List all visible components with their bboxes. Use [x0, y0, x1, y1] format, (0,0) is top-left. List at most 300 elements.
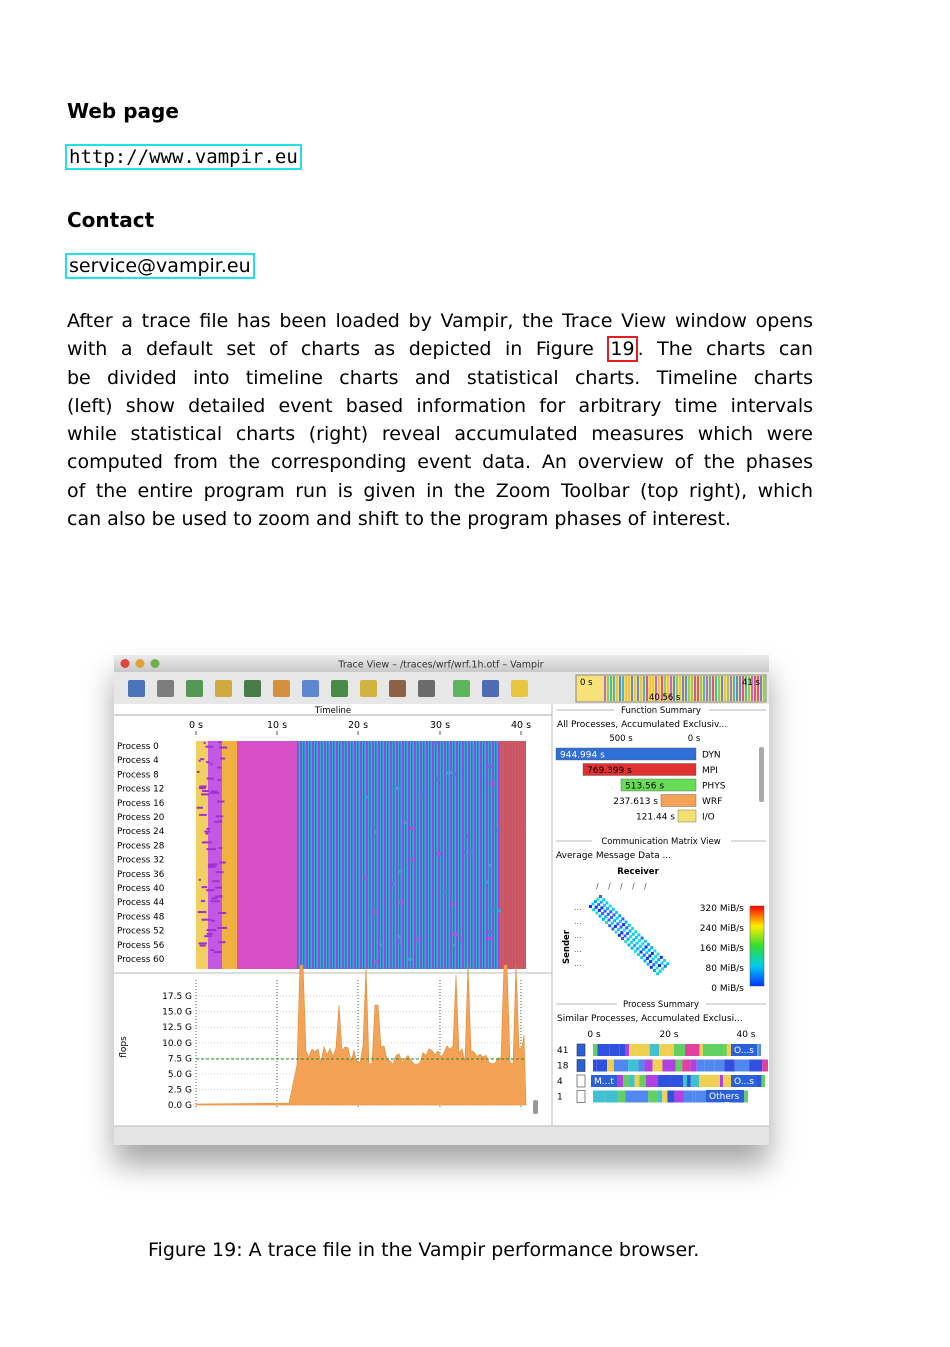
timeline-event — [215, 871, 223, 873]
zoom-stripe — [640, 676, 642, 701]
process-summary-subtitle: Similar Processes, Accumulated Exclusi... — [557, 1014, 743, 1024]
matrix-cell — [634, 930, 637, 933]
ps-label: Others — [709, 1092, 740, 1102]
legend-label: 240 MiB/s — [699, 924, 744, 934]
ps-segment — [650, 1044, 660, 1056]
timeline-event — [404, 821, 408, 824]
ps-segment — [703, 1044, 712, 1056]
function-bar — [678, 810, 696, 822]
timeline-event — [496, 828, 501, 831]
timeline-event — [197, 807, 203, 809]
timeline-phase — [297, 741, 526, 969]
ps-segment — [639, 1075, 646, 1087]
ps-segment — [676, 1060, 683, 1072]
toolbar-icon — [360, 680, 377, 697]
timeline-event — [443, 890, 446, 893]
function-bar-label: DYN — [702, 750, 721, 761]
timeline-event — [202, 790, 209, 792]
ps-tick-label: 0 s — [587, 1030, 601, 1040]
ps-segment — [593, 1060, 596, 1072]
matrix-cell — [615, 911, 618, 914]
timeline-event — [460, 937, 462, 940]
zoom-stripe — [736, 676, 738, 701]
ps-count: 18 — [557, 1061, 569, 1072]
timeline-event — [204, 831, 210, 833]
timeline-event — [217, 801, 224, 803]
ps-segment — [709, 1075, 720, 1087]
legend-label: 160 MiB/s — [699, 944, 744, 954]
fs-scrollbar[interactable] — [759, 747, 764, 802]
timeline-event — [219, 820, 222, 822]
ps-segment — [674, 1044, 685, 1056]
timeline-event — [399, 901, 405, 904]
ps-segment — [671, 1075, 683, 1087]
ps-segment — [699, 1044, 702, 1056]
process-label: Process 8 — [117, 770, 159, 781]
ps-segment — [658, 1091, 662, 1103]
timeline-event — [202, 841, 212, 843]
timeline-tick-label: 30 s — [429, 720, 451, 731]
status-bar — [114, 1126, 769, 1145]
timeline-event — [211, 898, 217, 900]
ps-segment — [749, 1060, 762, 1072]
zoom-stripe — [718, 676, 720, 701]
toolbar-icon — [511, 680, 528, 697]
zoom-stripe — [619, 676, 621, 701]
ps-segment — [658, 1075, 671, 1087]
email-link[interactable]: service@vampir.eu — [65, 253, 255, 279]
ps-segment — [667, 1091, 674, 1103]
timeline-event — [199, 787, 206, 789]
process-label: Process 52 — [117, 926, 165, 937]
matrix-cell — [644, 940, 647, 943]
timeline-tick-label: 40 s — [510, 720, 532, 731]
ps-segment — [691, 1075, 700, 1087]
timeline-event — [210, 763, 212, 765]
paragraph-line: while statistical charts (right) reveal accumulated measures which were — [67, 423, 813, 446]
matrix-cell — [666, 962, 669, 965]
zoom-stripe — [616, 676, 618, 701]
legend-label: 80 MiB/s — [705, 964, 744, 974]
timeline-event — [206, 833, 208, 835]
ps-segment — [735, 1060, 749, 1072]
timeline-phase — [196, 741, 208, 969]
sender-label: Sender — [562, 930, 572, 964]
ps-segment — [648, 1091, 658, 1103]
counter-tick-label: 17.5 G — [162, 992, 192, 1002]
timeline-event — [392, 883, 395, 886]
timeline-event — [375, 830, 378, 833]
zoom-stripe — [706, 676, 708, 701]
timeline-event — [206, 889, 214, 891]
zoom-stripe — [694, 676, 696, 701]
process-label: Process 44 — [117, 898, 165, 909]
paragraph-line: can also be used to zoom and shift to the program phases of interest. — [67, 508, 731, 531]
timeline-event — [198, 911, 207, 913]
close-window-button[interactable] — [121, 659, 130, 668]
timeline-event — [215, 887, 222, 889]
ps-segment — [597, 1044, 609, 1056]
process-label: Process 12 — [117, 784, 165, 795]
ps-mini-bar — [577, 1060, 585, 1072]
timeline-event — [212, 880, 220, 882]
timeline-event — [365, 796, 367, 799]
zoom-stripe — [637, 676, 639, 701]
ps-segment — [629, 1044, 636, 1056]
zoom-stripe — [721, 676, 723, 701]
ps-segment — [644, 1060, 652, 1072]
function-bar — [661, 795, 696, 807]
zoom-stripe — [685, 676, 687, 701]
ps-mini-bar — [577, 1075, 585, 1087]
ps-segment — [699, 1075, 708, 1087]
timeline-tick-label: 20 s — [347, 720, 369, 731]
ps-segment — [636, 1044, 650, 1056]
minimize-window-button[interactable] — [136, 659, 145, 668]
ps-segment — [744, 1091, 748, 1103]
ps-segment — [712, 1044, 723, 1056]
timeline-event — [408, 958, 414, 961]
timeline-event — [453, 944, 455, 947]
counter-tick-label: 10.0 G — [162, 1038, 192, 1049]
timeline-event — [207, 778, 214, 780]
ps-tick-label: 20 s — [659, 1030, 679, 1040]
function-bar-label: I/O — [702, 812, 715, 823]
matrix-tick: ... — [574, 959, 582, 968]
ps-segment — [720, 1075, 723, 1087]
zoom-stripe — [688, 676, 690, 701]
timeline-event — [215, 896, 223, 898]
paragraph-line: of the entire program run is given in the Zoom Toolbar (top right), which — [67, 479, 813, 502]
timeline-event — [498, 909, 502, 912]
matrix-cell — [657, 953, 660, 956]
timeline-event — [371, 910, 376, 913]
receiver-label: Receiver — [617, 867, 659, 877]
timeline-event — [206, 929, 216, 931]
function-bar-value: 237.613 s — [613, 797, 658, 807]
matrix-tick: / — [632, 882, 635, 891]
ps-count: 1 — [557, 1092, 563, 1103]
process-label: Process 16 — [117, 798, 165, 809]
function-bar-label: PHYS — [702, 781, 726, 792]
function-bar-value: 944.994 s — [560, 750, 605, 761]
timeline-event — [451, 903, 454, 906]
paragraph-line: be divided into timeline charts and statistical charts. Timeline charts — [67, 366, 813, 389]
process-summary-title: Process Summary — [622, 1000, 700, 1010]
timeline-event — [488, 937, 494, 940]
zoom-stripe — [700, 676, 702, 701]
timeline-event — [206, 828, 210, 830]
ps-segment — [618, 1091, 625, 1103]
timeline-tick-label: 10 s — [266, 720, 288, 731]
zoom-stripe — [646, 676, 648, 701]
ps-segment — [683, 1075, 687, 1087]
zoom-stripe — [733, 676, 735, 701]
comm-matrix-title: Communication Matrix View — [601, 837, 721, 847]
function-bar-value: 513.56 s — [625, 781, 665, 792]
matrix-cell — [605, 901, 608, 904]
matrix-cell — [618, 914, 621, 917]
zoom-stripe — [625, 676, 627, 701]
matrix-cell — [612, 908, 615, 911]
toolbar-icon — [244, 680, 261, 697]
matrix-cell — [663, 959, 666, 962]
timeline-event — [218, 941, 225, 943]
ps-segment — [669, 1044, 674, 1056]
legend-label: 320 MiB/s — [699, 904, 744, 914]
zoom-stripe — [682, 676, 684, 701]
timeline-event — [395, 787, 399, 790]
matrix-tick: ... — [574, 931, 582, 940]
function-bar-value: 769.399 s — [587, 766, 632, 776]
timeline-phase — [499, 741, 526, 969]
ps-segment — [634, 1091, 649, 1103]
function-bar-label: WRF — [702, 797, 723, 807]
timeline-event — [201, 793, 209, 795]
ps-segment — [690, 1060, 696, 1072]
timeline-event — [202, 886, 207, 888]
timeline-event — [416, 938, 418, 941]
ps-segment — [758, 1044, 761, 1056]
timeline-phase — [222, 741, 234, 969]
matrix-tick: ... — [574, 945, 582, 954]
contact-heading: Contact — [67, 208, 155, 232]
matrix-cell — [637, 933, 640, 936]
timeline-event — [211, 790, 218, 792]
function-summary-subtitle: All Processes, Accumulated Exclusiv... — [557, 720, 728, 730]
matrix-cell — [660, 956, 663, 959]
zoom-stripe — [604, 676, 606, 701]
process-label: Process 48 — [117, 912, 165, 923]
process-label: Process 20 — [117, 813, 165, 823]
fs-axis-0: 0 s — [687, 734, 701, 744]
ps-segment — [715, 1060, 725, 1072]
counter-scrollbar[interactable] — [533, 1100, 538, 1114]
timeline-event — [206, 761, 210, 763]
function-summary-title: Function Summary — [621, 706, 701, 716]
process-label: Process 36 — [117, 869, 165, 880]
matrix-tick: ... — [574, 903, 582, 912]
timeline-event — [211, 949, 215, 951]
ps-segment — [662, 1060, 675, 1072]
web-page-heading: Web page — [67, 99, 179, 123]
timeline-event — [432, 742, 438, 745]
body-paragraph — [67, 307, 813, 533]
ps-segment — [724, 1060, 734, 1072]
timeline-event — [197, 771, 200, 773]
zoom-start-label: 0 s — [580, 678, 593, 688]
timeline-event — [207, 848, 217, 850]
timeline-event — [204, 935, 212, 937]
timeline-event — [200, 758, 204, 760]
matrix-tick: / — [620, 882, 623, 891]
paragraph-text: . The charts can — [637, 338, 814, 361]
timeline-event — [219, 847, 222, 849]
zoom-end-label: 41 s — [742, 678, 760, 688]
timeline-phase — [237, 741, 297, 969]
timeline-event — [218, 912, 226, 914]
ps-count: 4 — [557, 1077, 563, 1087]
ps-segment — [609, 1044, 619, 1056]
timeline-event — [207, 933, 214, 935]
counter-tick-label: 15.0 G — [162, 1007, 192, 1018]
counter-ylabel: flops — [119, 1036, 129, 1058]
timeline-event — [488, 931, 494, 934]
zoom-stripe — [724, 676, 726, 701]
counter-tick-label: 5.0 G — [167, 1070, 192, 1080]
timeline-event — [199, 814, 207, 816]
ps-segment — [623, 1075, 629, 1087]
process-label: Process 32 — [117, 855, 165, 866]
ps-label: M...t — [594, 1077, 614, 1087]
paragraph-line: After a trace file has been loaded by Vampir, the Trace View window opens — [67, 310, 813, 332]
matrix-cell — [631, 927, 634, 930]
zoom-stripe — [760, 676, 762, 701]
timeline-event — [468, 849, 473, 852]
ps-segment — [674, 1091, 683, 1103]
vampir-window — [114, 655, 769, 1145]
timeline-event — [466, 834, 469, 837]
ps-segment — [626, 1044, 629, 1056]
paragraph-line: computed from the corresponding event data. An overview of the phases — [67, 451, 813, 474]
process-label: Process 24 — [117, 827, 165, 838]
process-label: Process 60 — [117, 955, 165, 965]
ps-tick-label: 40 s — [736, 1030, 756, 1040]
matrix-cell — [647, 943, 650, 946]
timeline-event — [210, 900, 219, 902]
zoom-stripe — [703, 676, 705, 701]
ps-segment — [704, 1060, 715, 1072]
paragraph-text: with a default set of charts as depicted in Figure — [67, 338, 594, 361]
toolbar-icon — [302, 680, 319, 697]
counter-tick-label: 7.5 G — [167, 1054, 192, 1065]
figure-reference-link[interactable]: 19 — [607, 336, 637, 362]
timeline-event — [397, 935, 400, 938]
zoom-stripe — [613, 676, 615, 701]
zoom-stripe — [727, 676, 729, 701]
counter-tick-label: 2.5 G — [167, 1085, 192, 1096]
timeline-event — [211, 920, 215, 922]
ps-segment — [625, 1091, 633, 1103]
timeline-event — [487, 765, 492, 768]
toolbar-icon — [273, 680, 290, 697]
ps-segment — [614, 1060, 628, 1072]
zoom-stripe — [622, 676, 624, 701]
window-title: Trace View – /traces/wrf/wrf.1h.otf – Vampir — [338, 659, 544, 671]
process-label: Process 56 — [117, 940, 165, 951]
ps-segment — [646, 1075, 658, 1087]
timeline-title: Timeline — [314, 706, 352, 716]
ps-mini-bar — [577, 1044, 585, 1056]
figure-caption: Figure 19: A trace file in the Vampir performance browser. — [148, 1239, 700, 1261]
toolbar-icon — [186, 680, 203, 697]
website-link[interactable]: http://www.vampir.eu — [65, 144, 302, 170]
ps-segment — [635, 1075, 640, 1087]
zoom-stripe — [634, 676, 636, 701]
ps-segment — [662, 1091, 667, 1103]
matrix-cell — [641, 937, 644, 940]
timeline-event — [202, 919, 212, 921]
matrix-tick: / — [596, 882, 599, 891]
ps-segment — [757, 1075, 762, 1087]
matrix-cell — [628, 924, 631, 927]
matrix-tick: / — [644, 882, 647, 891]
matrix-cell — [653, 949, 656, 952]
ps-segment — [629, 1075, 635, 1087]
timeline-event — [219, 747, 227, 749]
timeline-event — [218, 741, 221, 743]
zoom-stripe — [712, 676, 714, 701]
timeline-event — [200, 945, 206, 947]
timeline-event — [208, 866, 216, 868]
process-label: Process 4 — [117, 756, 159, 767]
paragraph-line: (left) show detailed event based information for arbitrary time intervals — [67, 394, 813, 417]
ps-segment — [685, 1044, 699, 1056]
ps-segment — [593, 1091, 605, 1103]
timeline-event — [453, 933, 459, 936]
timeline-event — [375, 960, 378, 963]
timeline-event — [217, 767, 221, 769]
ps-segment — [653, 1060, 663, 1072]
ps-segment — [723, 1044, 727, 1056]
zoom-window-button[interactable] — [151, 659, 160, 668]
ps-segment — [628, 1060, 638, 1072]
timeline-event — [488, 864, 491, 867]
timeline-event — [485, 881, 490, 884]
matrix-tick: / — [608, 882, 611, 891]
toolbar-icon — [331, 680, 348, 697]
ps-segment — [687, 1075, 690, 1087]
ps-segment — [682, 1060, 690, 1072]
fs-axis-500: 500 s — [609, 734, 633, 744]
zoom-stripe — [607, 676, 609, 701]
ps-segment — [605, 1091, 619, 1103]
timeline-event — [201, 900, 205, 902]
timeline-event — [206, 746, 214, 748]
ps-segment — [697, 1060, 704, 1072]
matrix-cell — [621, 917, 624, 920]
zoom-stripe — [730, 676, 732, 701]
timeline-event — [411, 858, 415, 861]
timeline-event — [212, 863, 218, 865]
timeline-event — [216, 815, 223, 817]
matrix-cell — [609, 905, 612, 908]
ps-segment — [596, 1060, 607, 1072]
toolbar-icon — [453, 680, 470, 697]
timeline-event — [453, 773, 457, 776]
function-bar-value: 121.44 s — [635, 812, 675, 823]
timeline-event — [218, 779, 222, 781]
timeline-event — [217, 927, 227, 929]
zoom-stripe — [739, 676, 741, 701]
timeline-event — [199, 879, 201, 881]
process-label: Process 0 — [117, 742, 159, 752]
timeline-event — [447, 771, 453, 774]
zoom-stripe — [628, 676, 630, 701]
zoom-stripe — [709, 676, 711, 701]
process-label: Process 28 — [117, 841, 165, 852]
ps-segment — [762, 1060, 768, 1072]
ps-segment — [639, 1060, 645, 1072]
zoom-stripe — [610, 676, 612, 701]
ps-mini-bar — [577, 1091, 585, 1103]
ps-segment — [761, 1075, 765, 1087]
ps-label: O...s — [734, 1077, 754, 1087]
paragraph-line — [67, 335, 813, 363]
timeline-event — [436, 777, 440, 780]
zoom-stripe — [763, 676, 765, 701]
toolbar-icon — [157, 680, 174, 697]
